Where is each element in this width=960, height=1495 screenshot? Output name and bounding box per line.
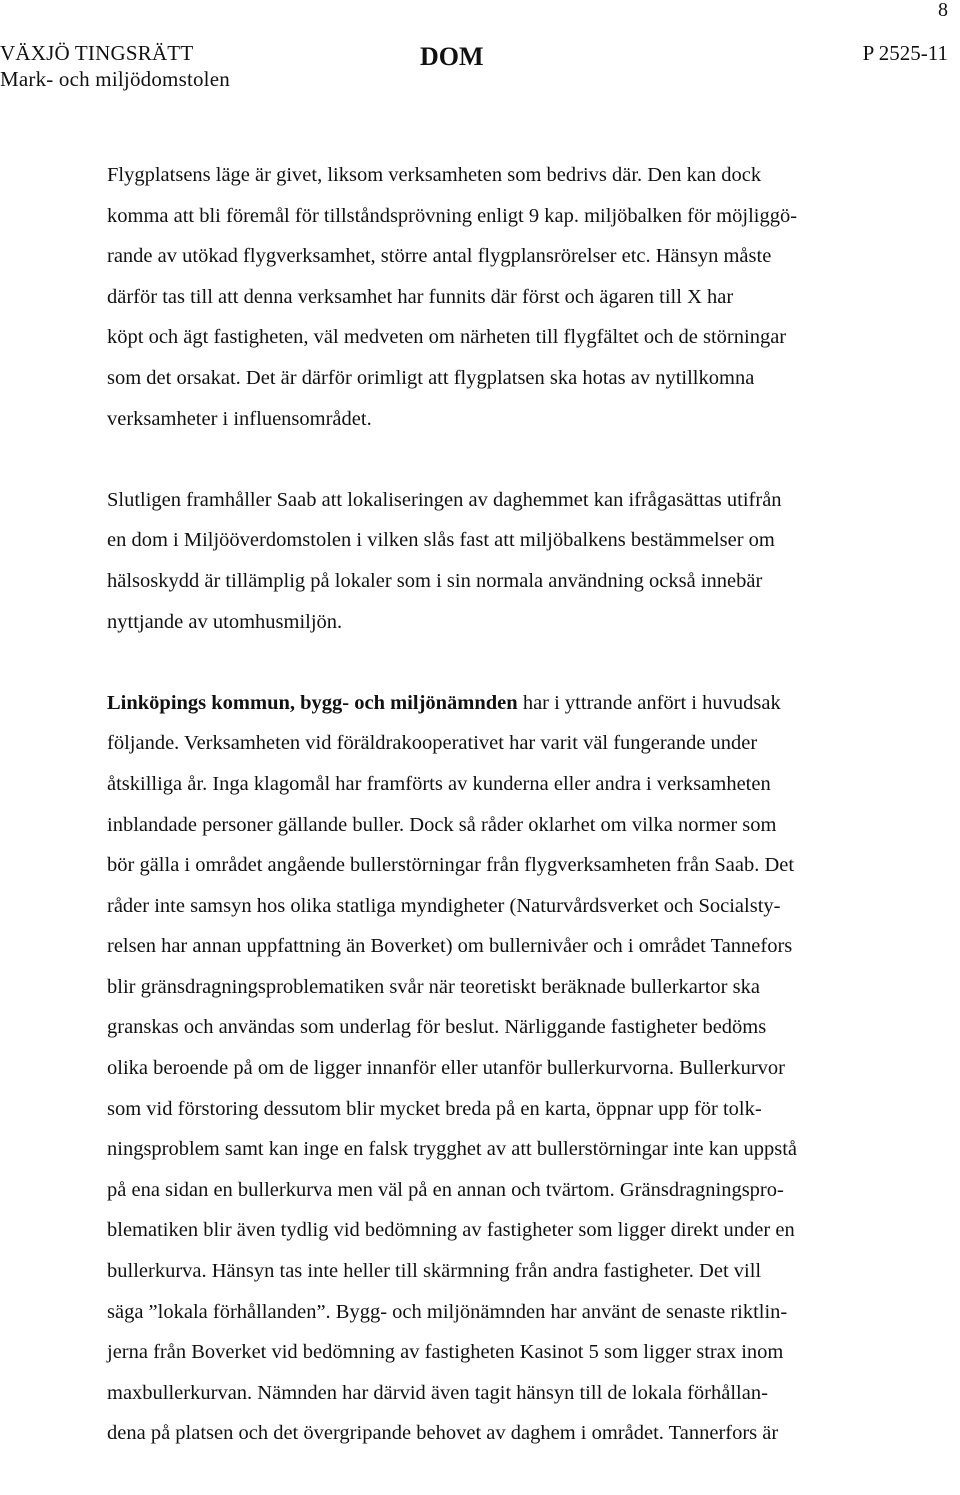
party-name: Linköpings kommun, bygg- och miljönämnden — [107, 691, 518, 714]
text-line: säga ”lokala förhållanden”. Bygg- och miljönämnden har använt de senaste riktlin- — [107, 1300, 788, 1323]
text-line: bullerkurva. Hänsyn tas inte heller till skärmning från andra fastigheter. Det vill — [107, 1260, 762, 1283]
text-line: som det orsakat. Det är därför orimligt att flygplatsen ska hotas av nytillkomna — [107, 366, 755, 389]
text-line: ningsproblem samt kan inge en falsk trygghet av att bullerstörningar inte kan uppstå — [107, 1138, 798, 1161]
text-line: olika beroende på om de ligger innanför eller utanför bullerkurvorna. Bullerkurvor — [107, 1057, 785, 1080]
court-division: Mark- och miljödomstolen — [0, 67, 230, 91]
text-line: jerna från Boverket vid bedömning av fastigheten Kasinot 5 som ligger strax inom — [107, 1341, 784, 1364]
document-body — [107, 155, 897, 1495]
document-type: DOM — [420, 42, 484, 71]
text-line: blir gränsdragningsproblematiken svår när teoretiskt beräknade bullerkartor ska — [107, 975, 760, 998]
text-line: en dom i Miljööverdomstolen i vilken slås fast att miljöbalkens bestämmelser om — [107, 529, 775, 552]
text-line: som vid förstoring dessutom blir mycket breda på en karta, öppnar upp för tolk- — [107, 1097, 762, 1120]
text-line: verksamheter i influensområdet. — [107, 407, 372, 430]
text-line: på ena sidan en bullerkurva men väl på en annan och tvärtom. Gränsdragningspro- — [107, 1178, 784, 1201]
text-fragment: har i yttrande anfört i huvudsak — [517, 691, 781, 714]
text-line: nyttjande av utomhusmiljön. — [107, 610, 343, 633]
text-line: följande. Verksamheten vid föräldrakooperativet har varit väl fungerande under — [107, 732, 758, 755]
paragraph-saab — [107, 480, 897, 642]
paragraph-flygplats — [107, 155, 897, 439]
text-line: relsen har annan uppfattning än Boverket) om bullernivåer och i området Tannefors — [107, 935, 793, 958]
page-number: 8 — [938, 0, 948, 21]
text-line: köpt och ägt fastigheten, väl medveten om närheten till flygfältet och de störningar — [107, 326, 787, 349]
text-line: dena på platsen och det övergripande behovet av daghem i området. Tannerfors är — [107, 1422, 779, 1445]
text-line: råder inte samsyn hos olika statliga myndigheter (Naturvårdsverket och Socialsty- — [107, 894, 781, 917]
document-header — [0, 40, 960, 100]
text-line: blematiken blir även tydlig vid bedömning av fastigheter som ligger direkt under en — [107, 1219, 795, 1242]
paragraph-linkopings-kommun — [107, 683, 897, 1454]
court-name: VÄXJÖ TINGSRÄTT — [0, 41, 194, 65]
text-line: rande av utökad flygverksamhet, större antal flygplansrörelser etc. Hänsyn måste — [107, 245, 772, 268]
text-line: Flygplatsens läge är givet, liksom verksamheten som bedrivs där. Den kan dock — [107, 164, 762, 186]
text-line: Slutligen framhåller Saab att lokaliseringen av daghemmet kan ifrågasättas utifrån — [107, 488, 782, 511]
text-line: hälsoskydd är tillämplig på lokaler som i sin normala användning också innebär — [107, 569, 763, 592]
text-line: åtskilliga år. Inga klagomål har framförts av kunderna eller andra i verksamheten — [107, 772, 771, 795]
text-line: komma att bli föremål för tillståndsprövning enligt 9 kap. miljöbalken för möjliggö- — [107, 204, 798, 227]
text-line: inblandade personer gällande buller. Dock så råder oklarhet om vilka normer som — [107, 813, 777, 836]
text-line-first — [107, 683, 897, 724]
text-line: därför tas till att denna verksamhet har funnits där först och ägaren till X har — [107, 285, 734, 308]
case-number: P 2525-11 — [862, 41, 948, 65]
text-line: bör gälla i området angående bullerstörningar från flygverksamheten från Saab. Det — [107, 854, 795, 877]
text-line: maxbullerkurvan. Nämnden har därvid även tagit hänsyn till de lokala förhållan- — [107, 1381, 768, 1404]
text-line: granskas och användas som underlag för beslut. Närliggande fastigheter bedöms — [107, 1016, 767, 1039]
court-block — [0, 40, 230, 92]
